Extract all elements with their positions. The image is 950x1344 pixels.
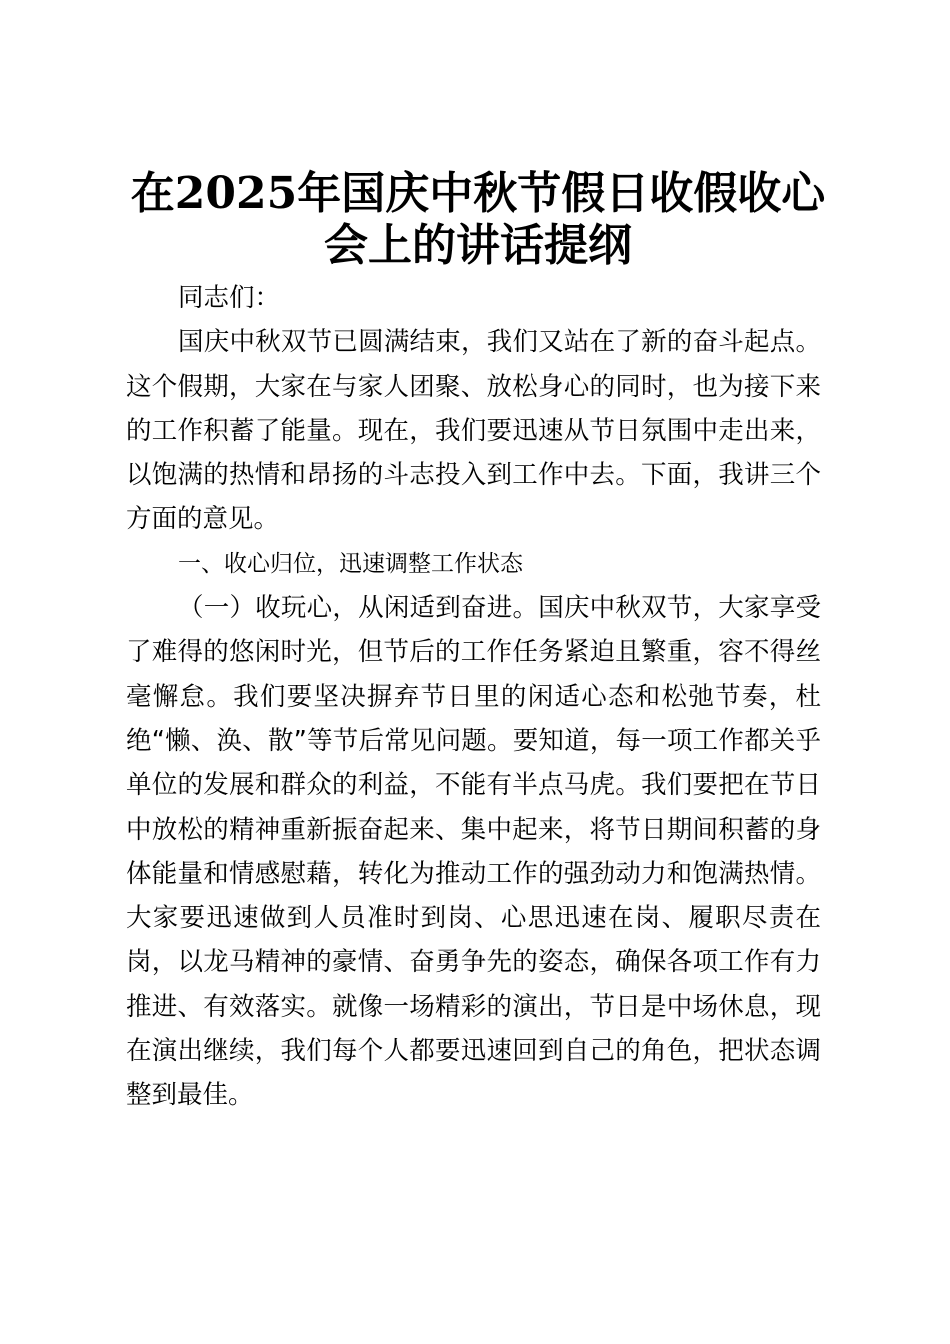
section-heading: 一、收心归位，迅速调整工作状态 bbox=[178, 550, 523, 577]
document-body bbox=[126, 276, 821, 1118]
section-paragraph: （一）收玩心，从闲适到奋进。国庆中秋双节，大家享受了难得的悠闲时光，但节后的工作任务紧迫且繁重，容不得丝毫懈怠。我们要坚决摒弃节日里的闲适心态和松弛节奏，杜绝“懒、涣、散”等节后常见问题。要知道，每一项工作都关乎单位的发展和群众的利益，不能有半点马虎。我们要把在节日中放松的精神重新振奋起来、集中起来，将节日期间积蓄的身体能量和情感慰藉，转化为推动工作的强劲动力和饱满热情。大家要迅速做到人员准时到岗、心思迅速在岗、履职尽责在岗，以龙马精神的豪情、奋勇争先的姿态，确保各项工作有力推进、有效落实。就像一场精彩的演出，节日是中场休息，现在演出继续，我们每个人都要迅速回到自己的角色，把状态调整到最佳。 bbox=[126, 593, 821, 1111]
document-title: 在2025年国庆中秋节假日收假收心会上的讲话提纲 bbox=[130, 168, 826, 271]
salutation: 同志们： bbox=[178, 283, 281, 313]
intro-paragraph: 国庆中秋双节已圆满结束，我们又站在了新的奋斗起点。这个假期，大家在与家人团聚、放松身心的同时，也为接下来的工作积蓄了能量。现在，我们要迅速从节日氛围中走出来，以饱满的热情和昂扬的斗志投入到工作中去。下面，我讲三个方面的意见。 bbox=[126, 327, 821, 535]
